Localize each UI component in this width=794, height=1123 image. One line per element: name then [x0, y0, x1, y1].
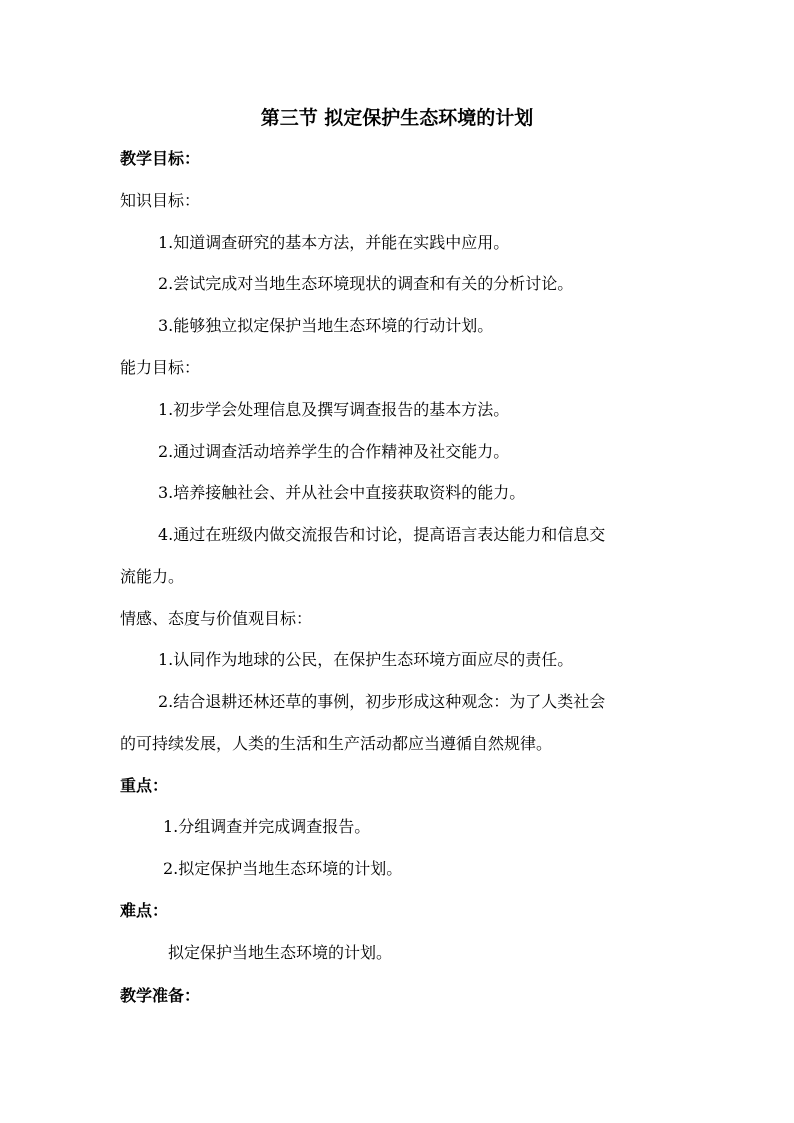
ability-goal-item-continued: 流能力。 — [120, 567, 185, 586]
emotion-goal-item-continued: 的可持续发展，人类的生活和生产活动都应当遵循自然规律。 — [120, 734, 553, 753]
emotion-goal-item: 2.结合退耕还林还草的事例，初步形成这种观念：为了人类社会 — [158, 692, 606, 711]
ability-goal-item: 2.通过调查活动培养学生的合作精神及社交能力。 — [158, 442, 510, 461]
ability-goal-item: 4.通过在班级内做交流报告和讨论，提高语言表达能力和信息交 — [158, 525, 606, 544]
page-title: 第三节 拟定保护生态环境的计划 — [260, 107, 534, 129]
key-point-item: 1.分组调查并完成调查报告。 — [163, 817, 371, 836]
emotion-goals-heading: 情感、态度与价值观目标： — [120, 609, 313, 628]
difficulty-item: 拟定保护当地生态环境的计划。 — [168, 943, 393, 962]
teaching-goals-heading: 教学目标： — [120, 149, 201, 168]
difficulty-heading: 难点： — [120, 901, 169, 920]
knowledge-goal-item: 1.知道调查研究的基本方法，并能在实践中应用。 — [158, 233, 510, 252]
key-point-item: 2.拟定保护当地生态环境的计划。 — [163, 859, 403, 878]
knowledge-goal-item: 3.能够独立拟定保护当地生态环境的行动计划。 — [158, 316, 494, 335]
key-points-heading: 重点： — [120, 776, 169, 795]
knowledge-goals-heading: 知识目标： — [120, 191, 201, 210]
preparation-heading: 教学准备： — [120, 986, 201, 1005]
ability-goal-item: 3.培养接触社会、并从社会中直接获取资料的能力。 — [158, 483, 526, 502]
knowledge-goal-item: 2.尝试完成对当地生态环境现状的调查和有关的分析讨论。 — [158, 274, 574, 293]
emotion-goal-item: 1.认同作为地球的公民，在保护生态环境方面应尽的责任。 — [158, 650, 574, 669]
ability-goal-item: 1.初步学会处理信息及撰写调查报告的基本方法。 — [158, 400, 510, 419]
ability-goals-heading: 能力目标： — [120, 358, 201, 377]
